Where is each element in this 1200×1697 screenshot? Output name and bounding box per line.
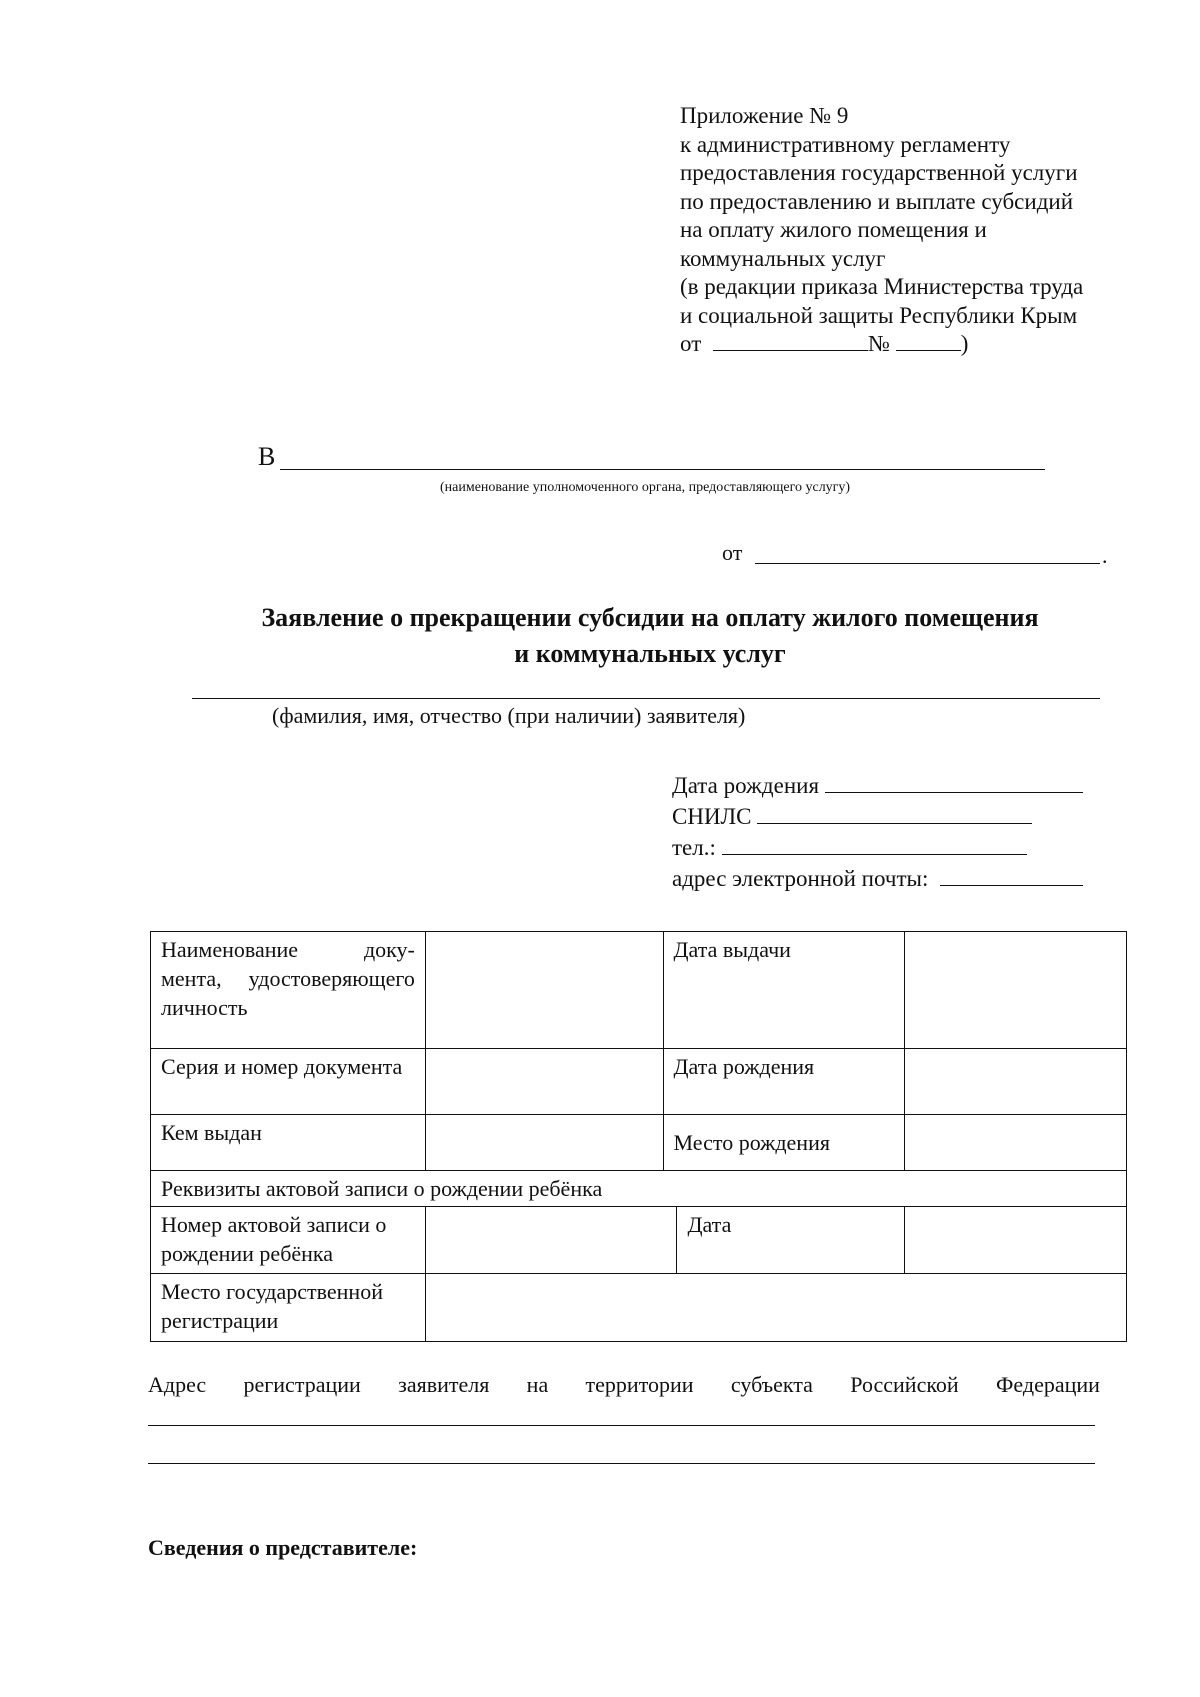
applicant-name-field[interactable] bbox=[192, 698, 1100, 699]
phone-label: тел.: bbox=[672, 835, 716, 860]
birth-place-label: Место рождения bbox=[663, 1115, 905, 1171]
address-word: территории bbox=[585, 1372, 694, 1397]
birth-date-label: Дата рождения bbox=[672, 773, 820, 798]
appendix-close-paren: ) bbox=[960, 331, 969, 356]
address-word: Адрес bbox=[148, 1372, 207, 1397]
birth-date-row bbox=[672, 770, 1083, 801]
phone-row bbox=[672, 832, 1083, 863]
table-row bbox=[151, 1049, 1127, 1115]
title-line-2: и коммунальных услуг bbox=[514, 639, 786, 668]
representative-heading: Сведения о представителе: bbox=[148, 1535, 418, 1560]
address-word: регистрации bbox=[243, 1372, 361, 1397]
appendix-line: предоставления государственной услуги bbox=[680, 160, 1078, 185]
applicant-caption: (фамилия, имя, отчество (при наличии) заявителя) bbox=[272, 703, 746, 728]
address-field-2[interactable] bbox=[148, 1463, 1095, 1464]
address-word: Федерации bbox=[996, 1372, 1100, 1397]
document-title bbox=[150, 600, 1150, 672]
appendix-line: Приложение № 9 bbox=[680, 103, 849, 128]
identity-document-table bbox=[150, 931, 1127, 1342]
issued-by-value[interactable] bbox=[425, 1115, 663, 1171]
appendix-line: (в редакции приказа Министерства труда bbox=[680, 274, 1084, 299]
registration-place-label: Место государственной регистрации bbox=[151, 1274, 426, 1342]
table-row bbox=[151, 1207, 1127, 1274]
email-field[interactable] bbox=[940, 865, 1083, 886]
birth-date-table-value[interactable] bbox=[905, 1049, 1127, 1115]
doc-name-value[interactable] bbox=[425, 932, 663, 1049]
issue-date-value[interactable] bbox=[905, 932, 1127, 1049]
address-word: на bbox=[526, 1372, 549, 1397]
appendix-header bbox=[680, 102, 1180, 359]
appendix-line: к административному регламенту bbox=[680, 131, 1011, 157]
table-row bbox=[151, 932, 1127, 1049]
snils-label: СНИЛС bbox=[672, 804, 752, 829]
address-word: заявителя bbox=[398, 1372, 490, 1397]
address-field-1[interactable] bbox=[148, 1425, 1095, 1426]
phone-field[interactable] bbox=[722, 834, 1027, 855]
issue-date-label: Дата выдачи bbox=[663, 932, 905, 1049]
series-number-value[interactable] bbox=[425, 1049, 663, 1115]
from-prefix: от bbox=[722, 540, 743, 565]
issued-by-label: Кем выдан bbox=[151, 1115, 426, 1171]
address-word: Российской bbox=[850, 1372, 959, 1397]
address-word: субъекта bbox=[730, 1372, 813, 1397]
table-row bbox=[151, 1171, 1127, 1207]
appendix-number-sign: № bbox=[868, 331, 890, 356]
child-record-header: Реквизиты актовой записи о рождении ребёнка bbox=[151, 1171, 1127, 1207]
birth-date-table-label: Дата рождения bbox=[663, 1049, 905, 1115]
appendix-number-field[interactable] bbox=[896, 330, 961, 351]
email-row bbox=[672, 863, 1083, 894]
appendix-date-line bbox=[680, 330, 1180, 359]
table-row bbox=[151, 1274, 1127, 1342]
table-row bbox=[151, 1115, 1127, 1171]
from-field[interactable] bbox=[755, 563, 1100, 564]
appendix-date-prefix: от bbox=[680, 331, 702, 356]
appendix-date-field[interactable] bbox=[713, 330, 868, 351]
record-date-label: Дата bbox=[677, 1207, 905, 1274]
registration-place-value[interactable] bbox=[425, 1274, 1126, 1342]
birth-place-value[interactable] bbox=[905, 1115, 1127, 1171]
record-number-label: Номер актовой записи о рождении ребёнка bbox=[151, 1207, 426, 1274]
recipient-prefix: В bbox=[258, 442, 276, 471]
email-label: адрес электронной почты: bbox=[672, 866, 929, 891]
from-suffix: . bbox=[1102, 543, 1108, 568]
record-date-value[interactable] bbox=[905, 1207, 1127, 1274]
snils-row bbox=[672, 801, 1083, 832]
appendix-line: коммунальных услуг bbox=[680, 245, 886, 271]
recipient-field[interactable] bbox=[280, 469, 1045, 470]
recipient-caption: (наименование уполномоченного органа, предоставляющего услугу) bbox=[440, 480, 851, 495]
title-line-1: Заявление о прекращении субсидии на оплату жилого помещения bbox=[261, 603, 1039, 632]
appendix-line: и социальной защиты Республики Крым bbox=[680, 302, 1078, 328]
appendix-line: на оплату жилого помещения и bbox=[680, 217, 987, 242]
address-label bbox=[148, 1372, 1100, 1398]
doc-name-label: Наименование доку-мента, удостоверяющего личность bbox=[151, 932, 426, 1049]
personal-data bbox=[672, 770, 1083, 894]
birth-date-field[interactable] bbox=[825, 772, 1083, 793]
record-number-value[interactable] bbox=[425, 1207, 677, 1274]
snils-field[interactable] bbox=[757, 803, 1032, 824]
appendix-line: по предоставлению и выплате субсидий bbox=[680, 188, 1074, 214]
series-number-label: Серия и номер документа bbox=[151, 1049, 426, 1115]
